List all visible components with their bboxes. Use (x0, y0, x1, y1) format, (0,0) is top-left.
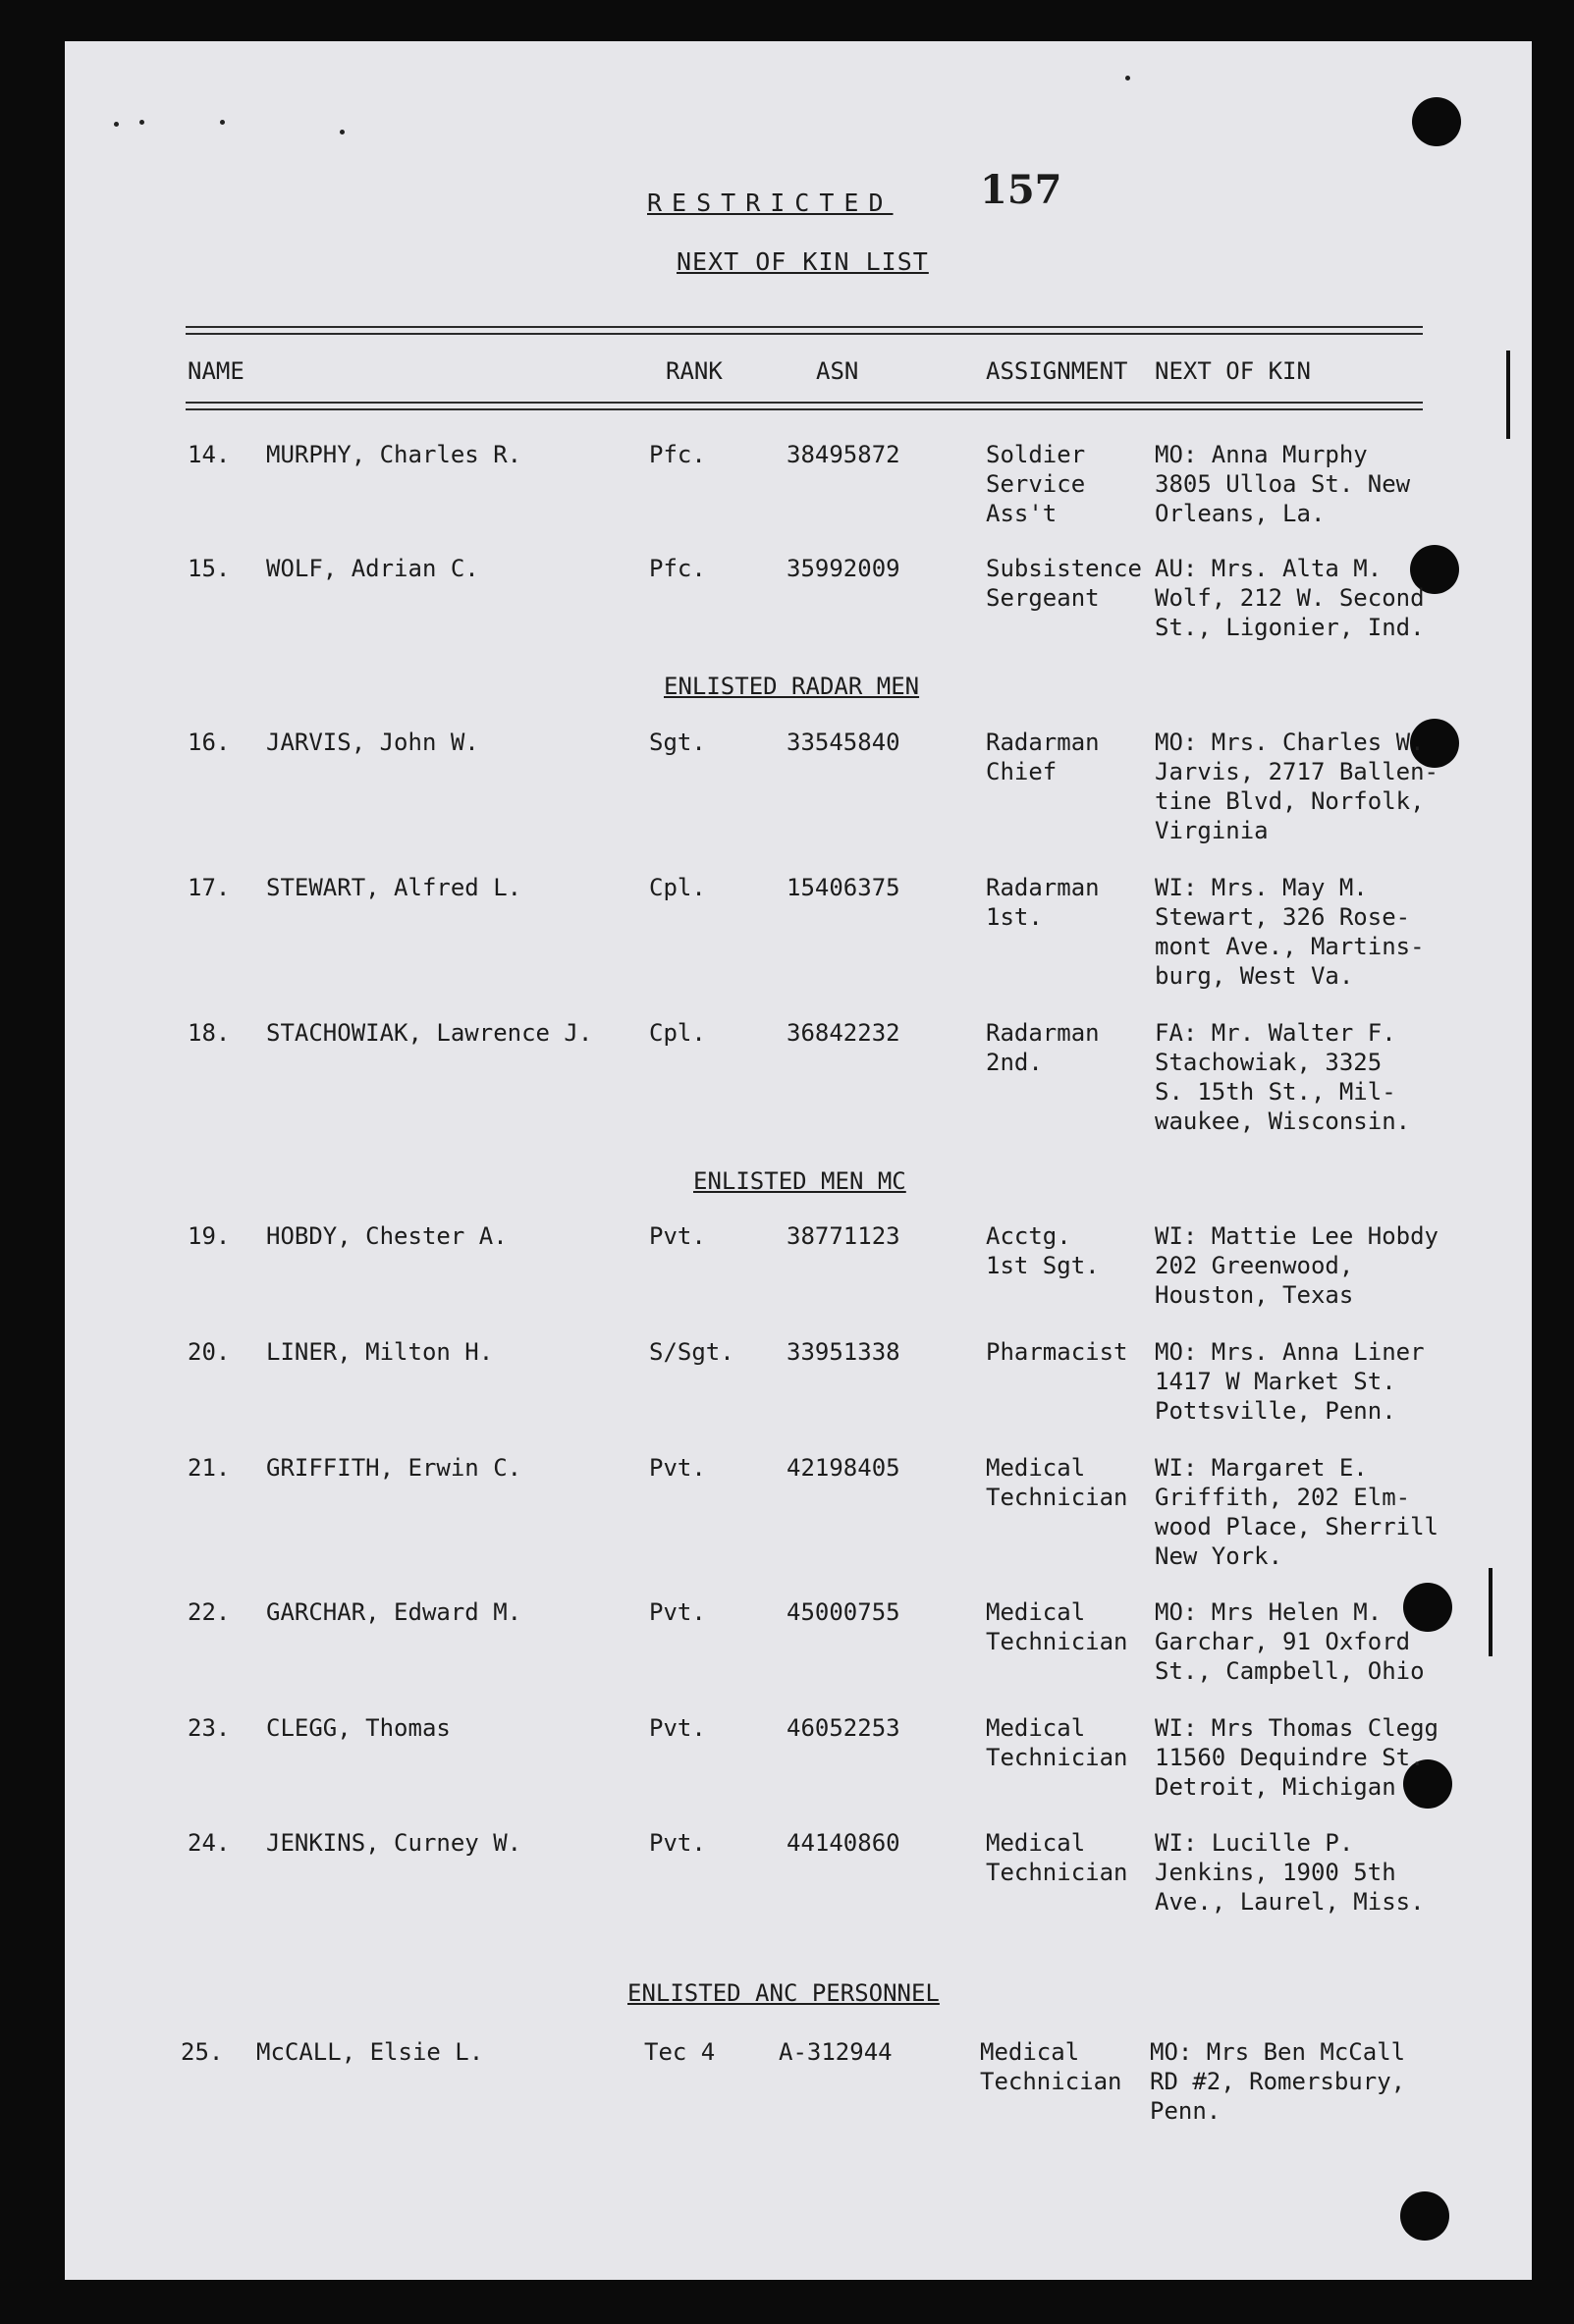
entry-name: STACHOWIAK, Lawrence J. (266, 1019, 593, 1047)
entry-rank: Pvt. (649, 1598, 706, 1626)
entry-next-of-kin: WI: Margaret E. Griffith, 202 Elm- wood Place, Sherrill New York. (1155, 1454, 1438, 1570)
column-header-rank: RANK (666, 357, 723, 385)
entry-assignment: Pharmacist (986, 1338, 1128, 1366)
entry-number: 18. (188, 1019, 231, 1047)
entry-next-of-kin: WI: Lucille P. Jenkins, 1900 5th Ave., Laurel, Miss. (1155, 1829, 1425, 1916)
entry-assignment: Radarman 2nd. (986, 1019, 1100, 1076)
entry-rank: Pfc. (649, 441, 706, 468)
entry-asn: 45000755 (787, 1598, 900, 1626)
entry-number: 16. (188, 729, 231, 756)
entry-rank: Pvt. (649, 1454, 706, 1482)
entry-asn: 38495872 (787, 441, 900, 468)
entry-rank: Pvt. (649, 1222, 706, 1250)
entry-asn: A-312944 (779, 2038, 893, 2066)
entry-number: 21. (188, 1454, 231, 1482)
list-title: NEXT OF KIN LIST (677, 247, 929, 276)
entry-name: MURPHY, Charles R. (266, 441, 522, 468)
punch-hole-top (1412, 97, 1461, 146)
header-rule-top-second (186, 333, 1423, 335)
entry-asn: 15406375 (787, 874, 900, 901)
entry-assignment: Medical Technician (980, 2038, 1122, 2095)
entry-name: GRIFFITH, Erwin C. (266, 1454, 522, 1482)
entry-name: CLEGG, Thomas (266, 1714, 451, 1742)
entry-assignment: Radarman Chief (986, 729, 1100, 785)
entry-name: LINER, Milton H. (266, 1338, 494, 1366)
entry-name: JENKINS, Curney W. (266, 1829, 522, 1857)
column-header-next-of-kin: NEXT OF KIN (1155, 357, 1311, 385)
speck (340, 130, 345, 135)
entry-next-of-kin: MO: Mrs Ben McCall RD #2, Romersbury, Penn. (1150, 2038, 1406, 2125)
entry-name: JARVIS, John W. (266, 729, 479, 756)
entry-rank: Pfc. (649, 555, 706, 582)
entry-asn: 46052253 (787, 1714, 900, 1742)
entry-next-of-kin: WI: Mrs Thomas Clegg 11560 Dequindre St. Detroit, Michigan (1155, 1714, 1438, 1801)
entry-asn: 35992009 (787, 555, 900, 582)
entry-assignment: Subsistence Sergeant (986, 555, 1142, 612)
entry-rank: Pvt. (649, 1714, 706, 1742)
entry-name: STEWART, Alfred L. (266, 874, 522, 901)
column-header-name: NAME (188, 357, 244, 385)
section-heading-anc: ENLISTED ANC PERSONNEL (627, 1979, 940, 2007)
column-header-asn: ASN (816, 357, 859, 385)
entry-asn: 44140860 (787, 1829, 900, 1857)
entry-asn: 33951338 (787, 1338, 900, 1366)
entry-rank: Sgt. (649, 729, 706, 756)
section-heading-radar: ENLISTED RADAR MEN (664, 673, 920, 700)
entry-number: 14. (188, 441, 231, 468)
entry-asn: 36842232 (787, 1019, 900, 1047)
margin-mark-bottom (1489, 1568, 1493, 1656)
speck (139, 120, 144, 125)
entry-next-of-kin: MO: Mrs. Anna Liner 1417 W Market St. Pottsville, Penn. (1155, 1338, 1425, 1425)
entry-assignment: Soldier Service Ass't (986, 441, 1086, 527)
entry-assignment: Acctg. 1st Sgt. (986, 1222, 1100, 1279)
entry-asn: 42198405 (787, 1454, 900, 1482)
speck (220, 120, 225, 125)
header-rule-bottom (186, 402, 1423, 404)
entry-next-of-kin: MO: Anna Murphy 3805 Ulloa St. New Orleans, La. (1155, 441, 1411, 527)
entry-name: HOBDY, Chester A. (266, 1222, 508, 1250)
classification-marking: RESTRICTED (647, 189, 894, 217)
punch-hole-bottom (1400, 2191, 1449, 2241)
speck (114, 122, 119, 127)
entry-rank: Tec 4 (644, 2038, 716, 2066)
entry-assignment: Medical Technician (986, 1829, 1128, 1886)
entry-next-of-kin: WI: Mattie Lee Hobdy 202 Greenwood, Houston, Texas (1155, 1222, 1438, 1309)
entry-name: McCALL, Elsie L. (256, 2038, 484, 2066)
entry-rank: Pvt. (649, 1829, 706, 1857)
entry-number: 15. (188, 555, 231, 582)
entry-number: 17. (188, 874, 231, 901)
header-rule-bottom-second (186, 408, 1423, 410)
page-number: 157 (980, 167, 1062, 213)
entry-next-of-kin: WI: Mrs. May M. Stewart, 326 Rose- mont Ave., Martins- burg, West Va. (1155, 874, 1425, 990)
entry-name: WOLF, Adrian C. (266, 555, 479, 582)
entry-assignment: Medical Technician (986, 1714, 1128, 1771)
entry-number: 22. (188, 1598, 231, 1626)
entry-number: 23. (188, 1714, 231, 1742)
entry-rank: Cpl. (649, 874, 706, 901)
document-page (65, 41, 1532, 2280)
column-header-assignment: ASSIGNMENT (986, 357, 1128, 385)
speck (1125, 76, 1130, 81)
entry-number: 25. (181, 2038, 224, 2066)
entry-number: 19. (188, 1222, 231, 1250)
entry-asn: 33545840 (787, 729, 900, 756)
entry-next-of-kin: AU: Mrs. Alta M. Wolf, 212 W. Second St., Ligonier, Ind. (1155, 555, 1425, 641)
entry-asn: 38771123 (787, 1222, 900, 1250)
entry-next-of-kin: MO: Mrs Helen M. Garchar, 91 Oxford St., Campbell, Ohio (1155, 1598, 1425, 1685)
entry-rank: S/Sgt. (649, 1338, 734, 1366)
header-rule-top (186, 326, 1423, 328)
entry-assignment: Medical Technician (986, 1598, 1128, 1655)
entry-number: 20. (188, 1338, 231, 1366)
entry-assignment: Radarman 1st. (986, 874, 1100, 931)
entry-rank: Cpl. (649, 1019, 706, 1047)
entry-name: GARCHAR, Edward M. (266, 1598, 522, 1626)
entry-next-of-kin: FA: Mr. Walter F. Stachowiak, 3325 S. 15th St., Mil- waukee, Wisconsin. (1155, 1019, 1411, 1135)
entry-number: 24. (188, 1829, 231, 1857)
entry-next-of-kin: MO: Mrs. Charles W. Jarvis, 2717 Ballen- tine Blvd, Norfolk, Virginia (1155, 729, 1438, 844)
entry-assignment: Medical Technician (986, 1454, 1128, 1511)
section-heading-mc: ENLISTED MEN MC (693, 1167, 906, 1195)
margin-mark-top (1506, 351, 1510, 439)
